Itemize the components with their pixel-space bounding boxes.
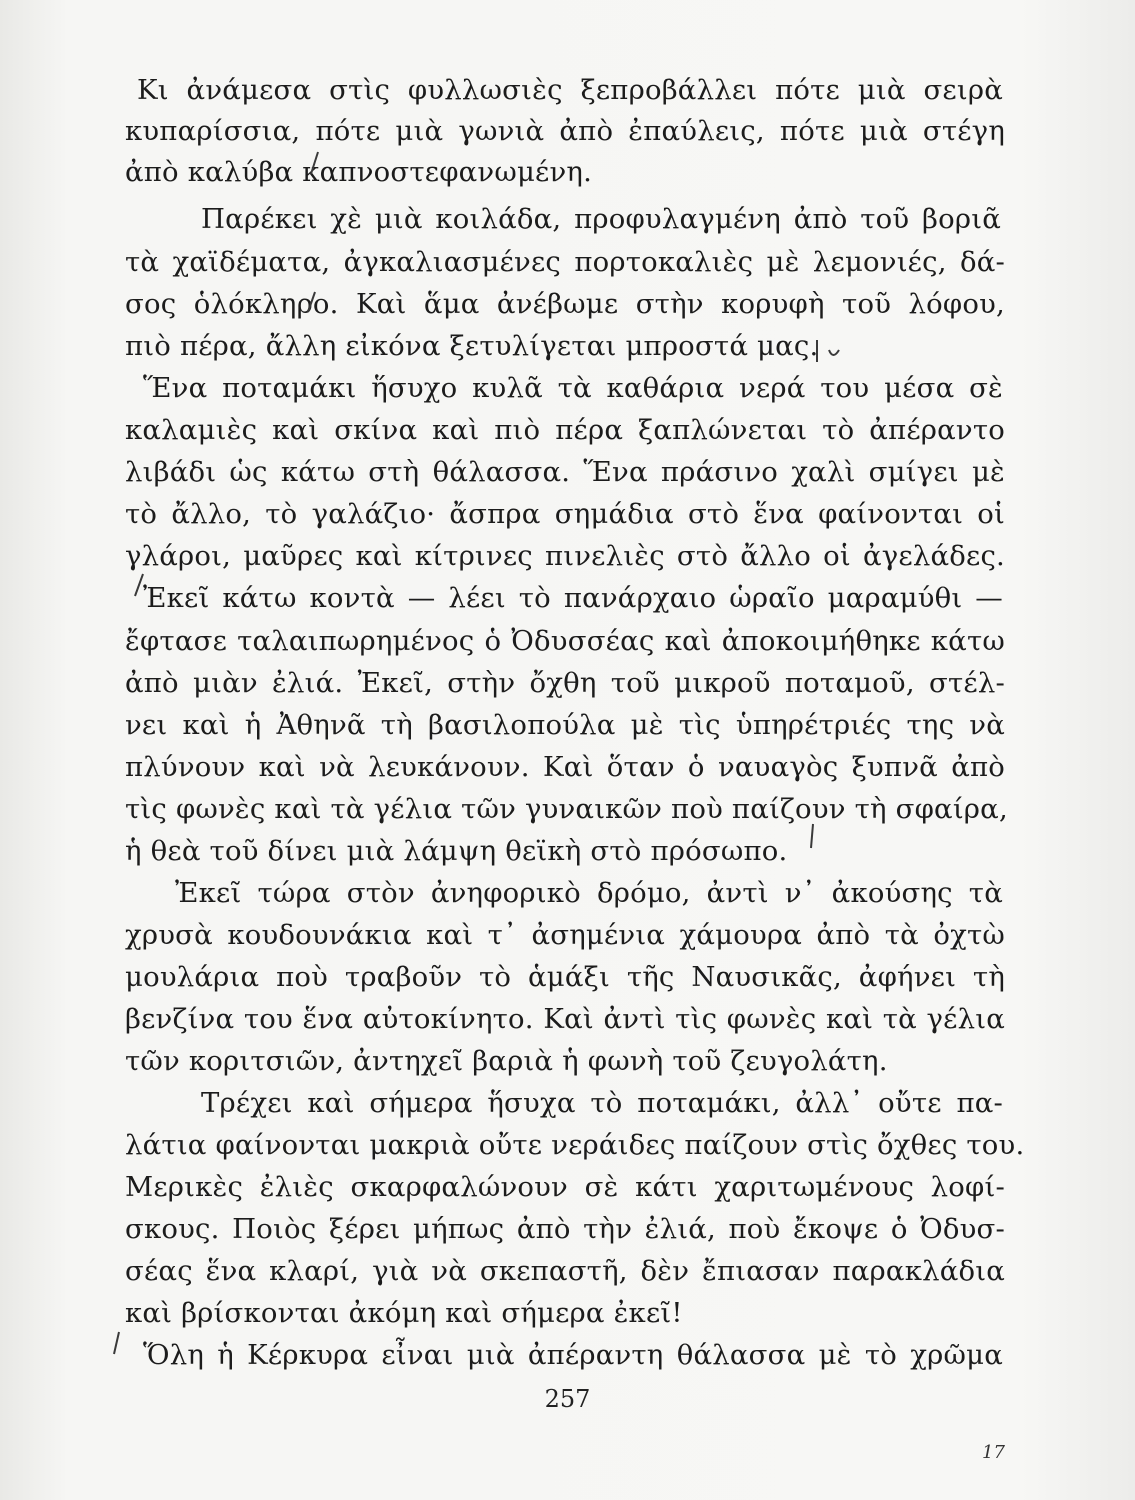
pencil-paragraph-mark — [308, 150, 320, 176]
text-line: πιὸ πέρα, ἄλλη εἰκόνα ξετυλίγεται μπροστά μας. — [125, 330, 819, 362]
text-line: τὶς φωνὲς καὶ τὰ γέλια τῶν γυναικῶν ποὺ παίζουν τὴ σφαίρα, — [125, 793, 1008, 825]
text-line: νει καὶ ἡ Ἀθηνᾶ τὴ βασιλοπούλα μὲ τὶς ὑπηρέτριές της νὰ — [125, 709, 1005, 741]
text-line: σκους. Ποιὸς ξέρει μήπως ἀπὸ τὴν ἐλιά, ποὺ ἔκοψε ὁ Ὀδυσ- — [125, 1213, 1005, 1245]
text-line: Μερικὲς ἐλιὲς σκαρφαλώνουν σὲ κάτι χαριτωμένους λοφί- — [125, 1171, 1005, 1203]
pencil-paragraph-mark — [807, 822, 819, 850]
text-line: καὶ βρίσκονται ἀκόμη καὶ σήμερα ἐκεῖ! — [125, 1297, 683, 1329]
text-line: χρυσὰ κουδουνάκια καὶ τ᾽ ἀσημένια χάμουρα ἀπὸ τὰ ὀχτὼ — [125, 919, 1005, 951]
text-line: ἡ θεὰ τοῦ δίνει μιὰ λάμψη θεϊκὴ στὸ πρόσωπο. — [125, 835, 788, 867]
text-line: καλαμιὲς καὶ σκίνα καὶ πιὸ πέρα ξαπλώνεται τὸ ἀπέραντο — [125, 414, 1005, 446]
pencil-paragraph-mark — [110, 1330, 122, 1356]
text-line: σέας ἕνα κλαρί, γιὰ νὰ σκεπαστῆ, δὲν ἔπιασαν παρακλάδια — [125, 1255, 1005, 1287]
pencil-paragraph-mark — [132, 572, 146, 598]
text-line: Ὅλη ἡ Κέρκυρα εἶναι μιὰ ἀπέραντη θάλασσα μὲ τὸ χρῶμα — [143, 1339, 1003, 1371]
text-line: τῶν κοριτσιῶν, ἀντηχεῖ βαριὰ ἡ φωνὴ τοῦ ζευγολάτη. — [125, 1045, 888, 1077]
text-line: Κι ἀνάμεσα στὶς φυλλωσιὲς ξεπροβάλλει πότε μιὰ σειρὰ — [137, 74, 1003, 106]
sheet-number: 17 — [982, 1442, 1005, 1463]
text-line: λάτια φαίνονται μακριὰ οὔτε νεράιδες παίζουν στὶς ὄχθες του. — [125, 1129, 1025, 1161]
text-line: Ἕνα ποταμάκι ἥσυχο κυλᾶ τὰ καθάρια νερά του μέσα σὲ — [143, 372, 1003, 404]
text-line: ἔφτασε ταλαιπωρημένος ὁ Ὀδυσσέας καὶ ἀποκοιμήθηκε κάτω — [125, 625, 1005, 657]
text-line: κυπαρίσσια, πότε μιὰ γωνιὰ ἀπὸ ἐπαύλεις, πότε μιὰ στέγη — [125, 115, 1005, 147]
text-line: ἀπὸ καλύβα καπνοστεφανωμένη. — [125, 156, 593, 188]
text-line: λιβάδι ὡς κάτω στὴ θάλασσα. Ἕνα πράσινο χαλὶ σμίγει μὲ — [125, 456, 1005, 488]
text-line: σος ὁλόκληρο. Καὶ ἅμα ἀνέβωμε στὴν κορυφὴ τοῦ λόφου, — [125, 288, 1005, 320]
pencil-paragraph-mark — [813, 336, 843, 366]
text-line: πλύνουν καὶ νὰ λευκάνουν. Καὶ ὅταν ὁ ναυαγὸς ξυπνᾶ ἀπὸ — [125, 751, 1005, 783]
pencil-paragraph-mark — [305, 290, 317, 314]
text-line: τὰ χαϊδέματα, ἀγκαλιασμένες πορτοκαλιὲς μὲ λεμονιές, δά- — [125, 246, 1005, 278]
text-line: ἀπὸ μιὰν ἐλιά. Ἐκεῖ, στὴν ὄχθη τοῦ μικροῦ ποταμοῦ, στέλ- — [125, 667, 1005, 699]
text-line: Ἐκεῖ τώρα στὸν ἀνηφορικὸ δρόμο, ἀντὶ ν᾽ ἀκούσης τὰ — [175, 877, 1003, 909]
text-line: τὸ ἄλλο, τὸ γαλάζιο· ἄσπρα σημάδια στὸ ἕνα φαίνονται οἱ — [125, 498, 1005, 530]
page-number: 257 — [544, 1385, 591, 1413]
text-line: βενζίνα του ἕνα αὐτοκίνητο. Καὶ ἀντὶ τὶς φωνὲς καὶ τὰ γέλια — [125, 1003, 1005, 1035]
text-line: μουλάρια ποὺ τραβοῦν τὸ ἁμάξι τῆς Ναυσικᾶς, ἀφήνει τὴ — [125, 961, 1005, 993]
text-line: Ἐκεῖ κάτω κοντὰ — λέει τὸ πανάρχαιο ὡραῖο μαραμύθι — — [143, 582, 1003, 614]
text-line: Τρέχει καὶ σήμερα ἥσυχα τὸ ποταμάκι, ἀλλ᾽ οὔτε πα- — [201, 1087, 1003, 1119]
text-line: γλάροι, μαῦρες καὶ κίτρινες πινελιὲς στὸ ἄλλο οἱ ἀγελάδες. — [125, 540, 1005, 572]
text-line: Παρέκει χὲ μιὰ κοιλάδα, προφυλαγμένη ἀπὸ τοῦ βοριᾶ — [201, 203, 1001, 235]
